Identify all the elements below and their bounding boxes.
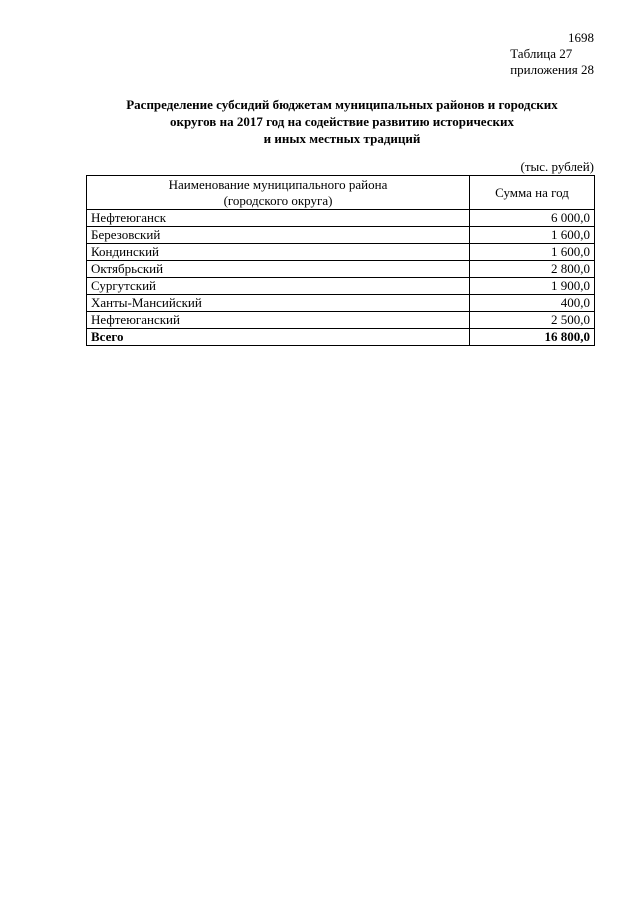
- table-row: [87, 295, 595, 312]
- district-name: Нефтеюганский: [87, 312, 470, 329]
- table-header-row: [87, 176, 595, 210]
- table-row: [87, 278, 595, 295]
- title-line-2: округов на 2017 год на содействие развитию исторических: [170, 114, 514, 129]
- district-amount: 1 600,0: [470, 244, 595, 261]
- table-row: [87, 244, 595, 261]
- table-row: [87, 261, 595, 278]
- district-name: Кондинский: [87, 244, 470, 261]
- title-line-3: и иных местных традиций: [263, 131, 421, 146]
- appendix-reference: приложения 28: [510, 62, 594, 77]
- header-district-name: [87, 176, 470, 210]
- header-name-line-1: Наименование муниципального района: [168, 176, 388, 192]
- district-amount: 1 600,0: [470, 227, 595, 244]
- table-reference: [510, 46, 594, 78]
- district-name: Нефтеюганск: [87, 210, 470, 227]
- units-label: (тыс. рублей): [520, 159, 594, 174]
- district-amount: 400,0: [470, 295, 595, 312]
- table-row: [87, 210, 595, 227]
- page-number: 1698: [568, 30, 594, 45]
- table-row: [87, 312, 595, 329]
- district-name: Октябрьский: [87, 261, 470, 278]
- table-number: Таблица 27: [510, 46, 573, 61]
- document-title: [60, 96, 624, 147]
- total-row: [87, 329, 595, 346]
- subsidies-table: [86, 175, 595, 346]
- district-amount: 6 000,0: [470, 210, 595, 227]
- header-amount: Сумма на год: [470, 176, 595, 210]
- header-name-line-2: (городского округа): [223, 192, 333, 208]
- district-amount: 2 800,0: [470, 261, 595, 278]
- table-row: [87, 227, 595, 244]
- district-amount: 2 500,0: [470, 312, 595, 329]
- district-name: Березовский: [87, 227, 470, 244]
- total-label: Всего: [87, 329, 470, 346]
- district-name: Сургутский: [87, 278, 470, 295]
- total-amount: 16 800,0: [470, 329, 595, 346]
- district-amount: 1 900,0: [470, 278, 595, 295]
- title-line-1: Распределение субсидий бюджетам муниципальных районов и городских: [126, 97, 558, 112]
- district-name: Ханты-Мансийский: [87, 295, 470, 312]
